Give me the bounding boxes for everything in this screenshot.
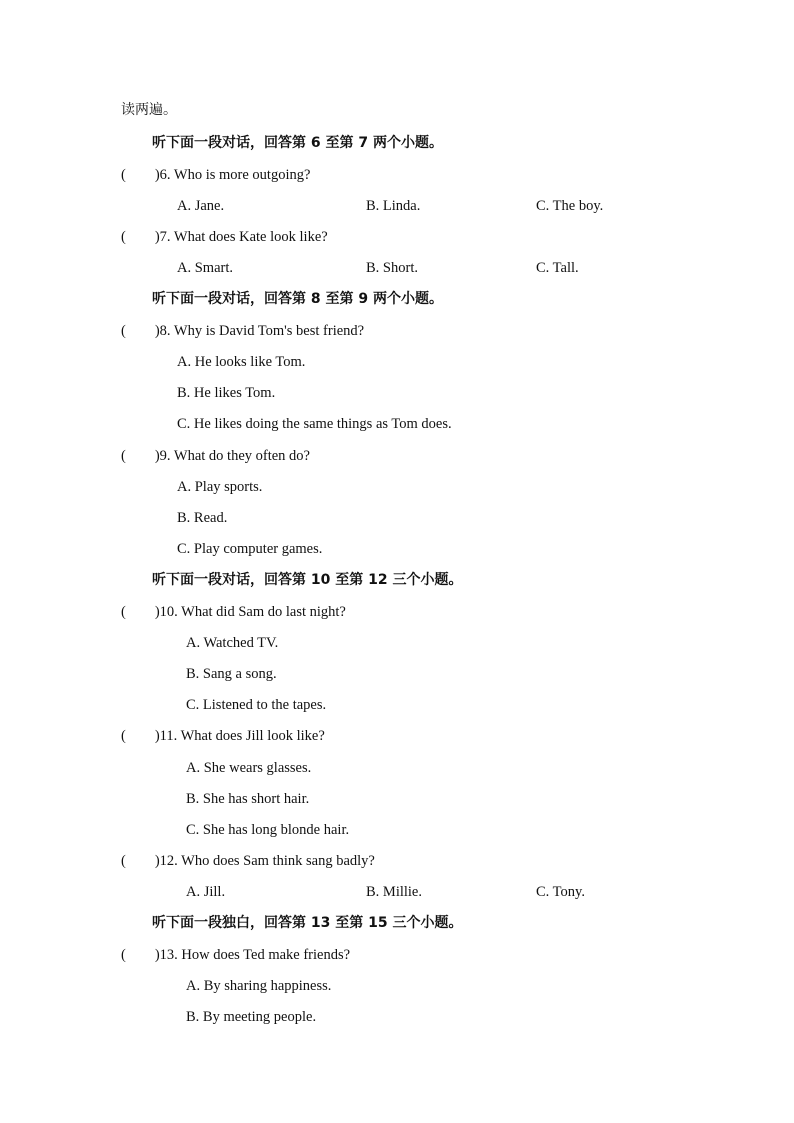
option-c: C. He likes doing the same things as Tom does. bbox=[177, 416, 452, 432]
option-a: A. She wears glasses. bbox=[186, 760, 312, 776]
option-a: A. Watched TV. bbox=[186, 635, 279, 651]
option-b: B. By meeting people. bbox=[186, 1009, 317, 1025]
option-b: B. Read. bbox=[177, 510, 228, 526]
question-6: ( )6. Who is more outgoing? bbox=[121, 167, 311, 183]
question-9: ( )9. What do they often do? bbox=[121, 448, 310, 464]
option-b: B. Linda. bbox=[366, 198, 421, 214]
option-b: B. She has short hair. bbox=[186, 791, 310, 807]
option-c: C. The boy. bbox=[536, 198, 604, 214]
option-c: C. Tall. bbox=[536, 260, 579, 276]
option-a: A. Jane. bbox=[177, 198, 225, 214]
section-instruction: 听下面一段独白，回答第 13 至第 15 三个小题。 bbox=[152, 915, 463, 931]
option-a: A. Smart. bbox=[177, 260, 233, 276]
option-c: C. Play computer games. bbox=[177, 541, 323, 557]
section-instruction: 听下面一段对话，回答第 8 至第 9 两个小题。 bbox=[152, 291, 443, 307]
question-10: ( )10. What did Sam do last night? bbox=[121, 604, 346, 620]
section-instruction: 听下面一段对话，回答第 10 至第 12 三个小题。 bbox=[152, 572, 463, 588]
option-c: C. Tony. bbox=[536, 884, 585, 900]
option-b: B. Millie. bbox=[366, 884, 422, 900]
intro-text: 读两遍。 bbox=[121, 102, 177, 118]
option-a: A. Jill. bbox=[186, 884, 226, 900]
question-7: ( )7. What does Kate look like? bbox=[121, 229, 328, 245]
question-11: ( )11. What does Jill look like? bbox=[121, 728, 325, 744]
option-b: B. He likes Tom. bbox=[177, 385, 276, 401]
option-c: C. Listened to the tapes. bbox=[186, 697, 327, 713]
option-a: A. He looks like Tom. bbox=[177, 354, 306, 370]
question-8: ( )8. Why is David Tom's best friend? bbox=[121, 323, 365, 339]
option-a: A. By sharing happiness. bbox=[186, 978, 332, 994]
option-b: B. Short. bbox=[366, 260, 418, 276]
section-instruction: 听下面一段对话，回答第 6 至第 7 两个小题。 bbox=[152, 135, 443, 151]
option-a: A. Play sports. bbox=[177, 479, 263, 495]
question-12: ( )12. Who does Sam think sang badly? bbox=[121, 853, 375, 869]
option-b: B. Sang a song. bbox=[186, 666, 277, 682]
question-13: ( )13. How does Ted make friends? bbox=[121, 947, 351, 963]
option-c: C. She has long blonde hair. bbox=[186, 822, 350, 838]
